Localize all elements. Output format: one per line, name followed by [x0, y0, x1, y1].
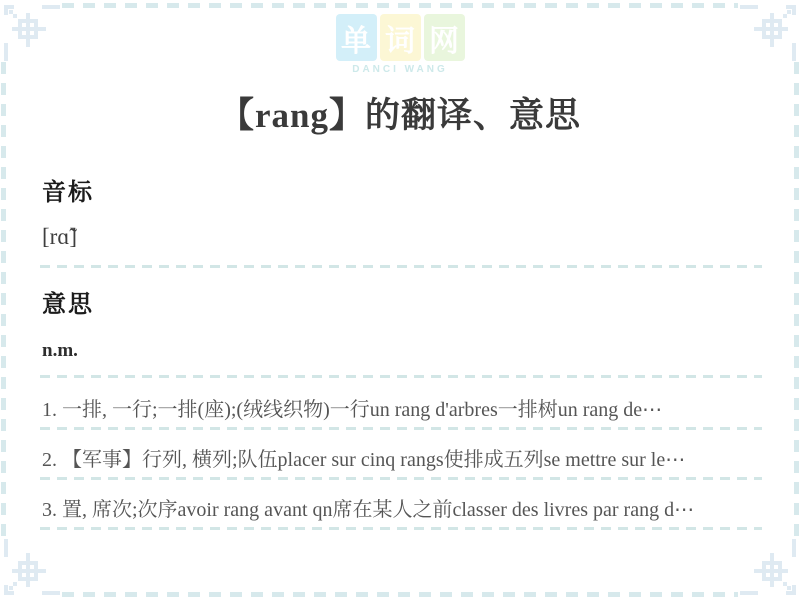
phonetic-value: [rɑ̃] [42, 224, 78, 249]
definition-item[interactable]: 3. 置, 席次;次序avoir rang avant qn席在某人之前classer des livres par rang d⋯ [42, 499, 695, 521]
logo-tile-dan: 单 [336, 14, 377, 61]
part-of-speech-label: n.m. [42, 340, 78, 361]
logo-tile-wang: 网 [424, 14, 465, 61]
dashed-divider [40, 527, 762, 530]
frame-bottom-dashed-border [62, 592, 738, 597]
corner-ornament-icon [740, 539, 796, 595]
logo-tiles [336, 14, 465, 61]
dashed-divider [40, 427, 762, 430]
corner-ornament-icon [4, 539, 60, 595]
site-logo[interactable] [0, 14, 800, 75]
definition-item[interactable]: 2. 【军事】行列, 横列;队伍placer sur cinq rangs使排成五列se mettre sur le⋯ [42, 449, 686, 471]
phonetic-section-heading: 音标 [42, 180, 94, 206]
definition-item[interactable]: 1. 一排, 一行;一排(座);(绒线织物)一行un rang d'arbres一排树un rang de⋯ [42, 399, 663, 421]
dashed-divider [40, 477, 762, 480]
page-title: 【rang】的翻译、意思 [218, 96, 581, 135]
meaning-section-heading: 意思 [42, 292, 94, 318]
dashed-divider [40, 265, 762, 268]
logo-tile-ci: 词 [380, 14, 421, 61]
dashed-divider [40, 375, 762, 378]
frame-top-dashed-border [62, 3, 738, 8]
logo-subtext: DANCI WANG [352, 64, 448, 75]
